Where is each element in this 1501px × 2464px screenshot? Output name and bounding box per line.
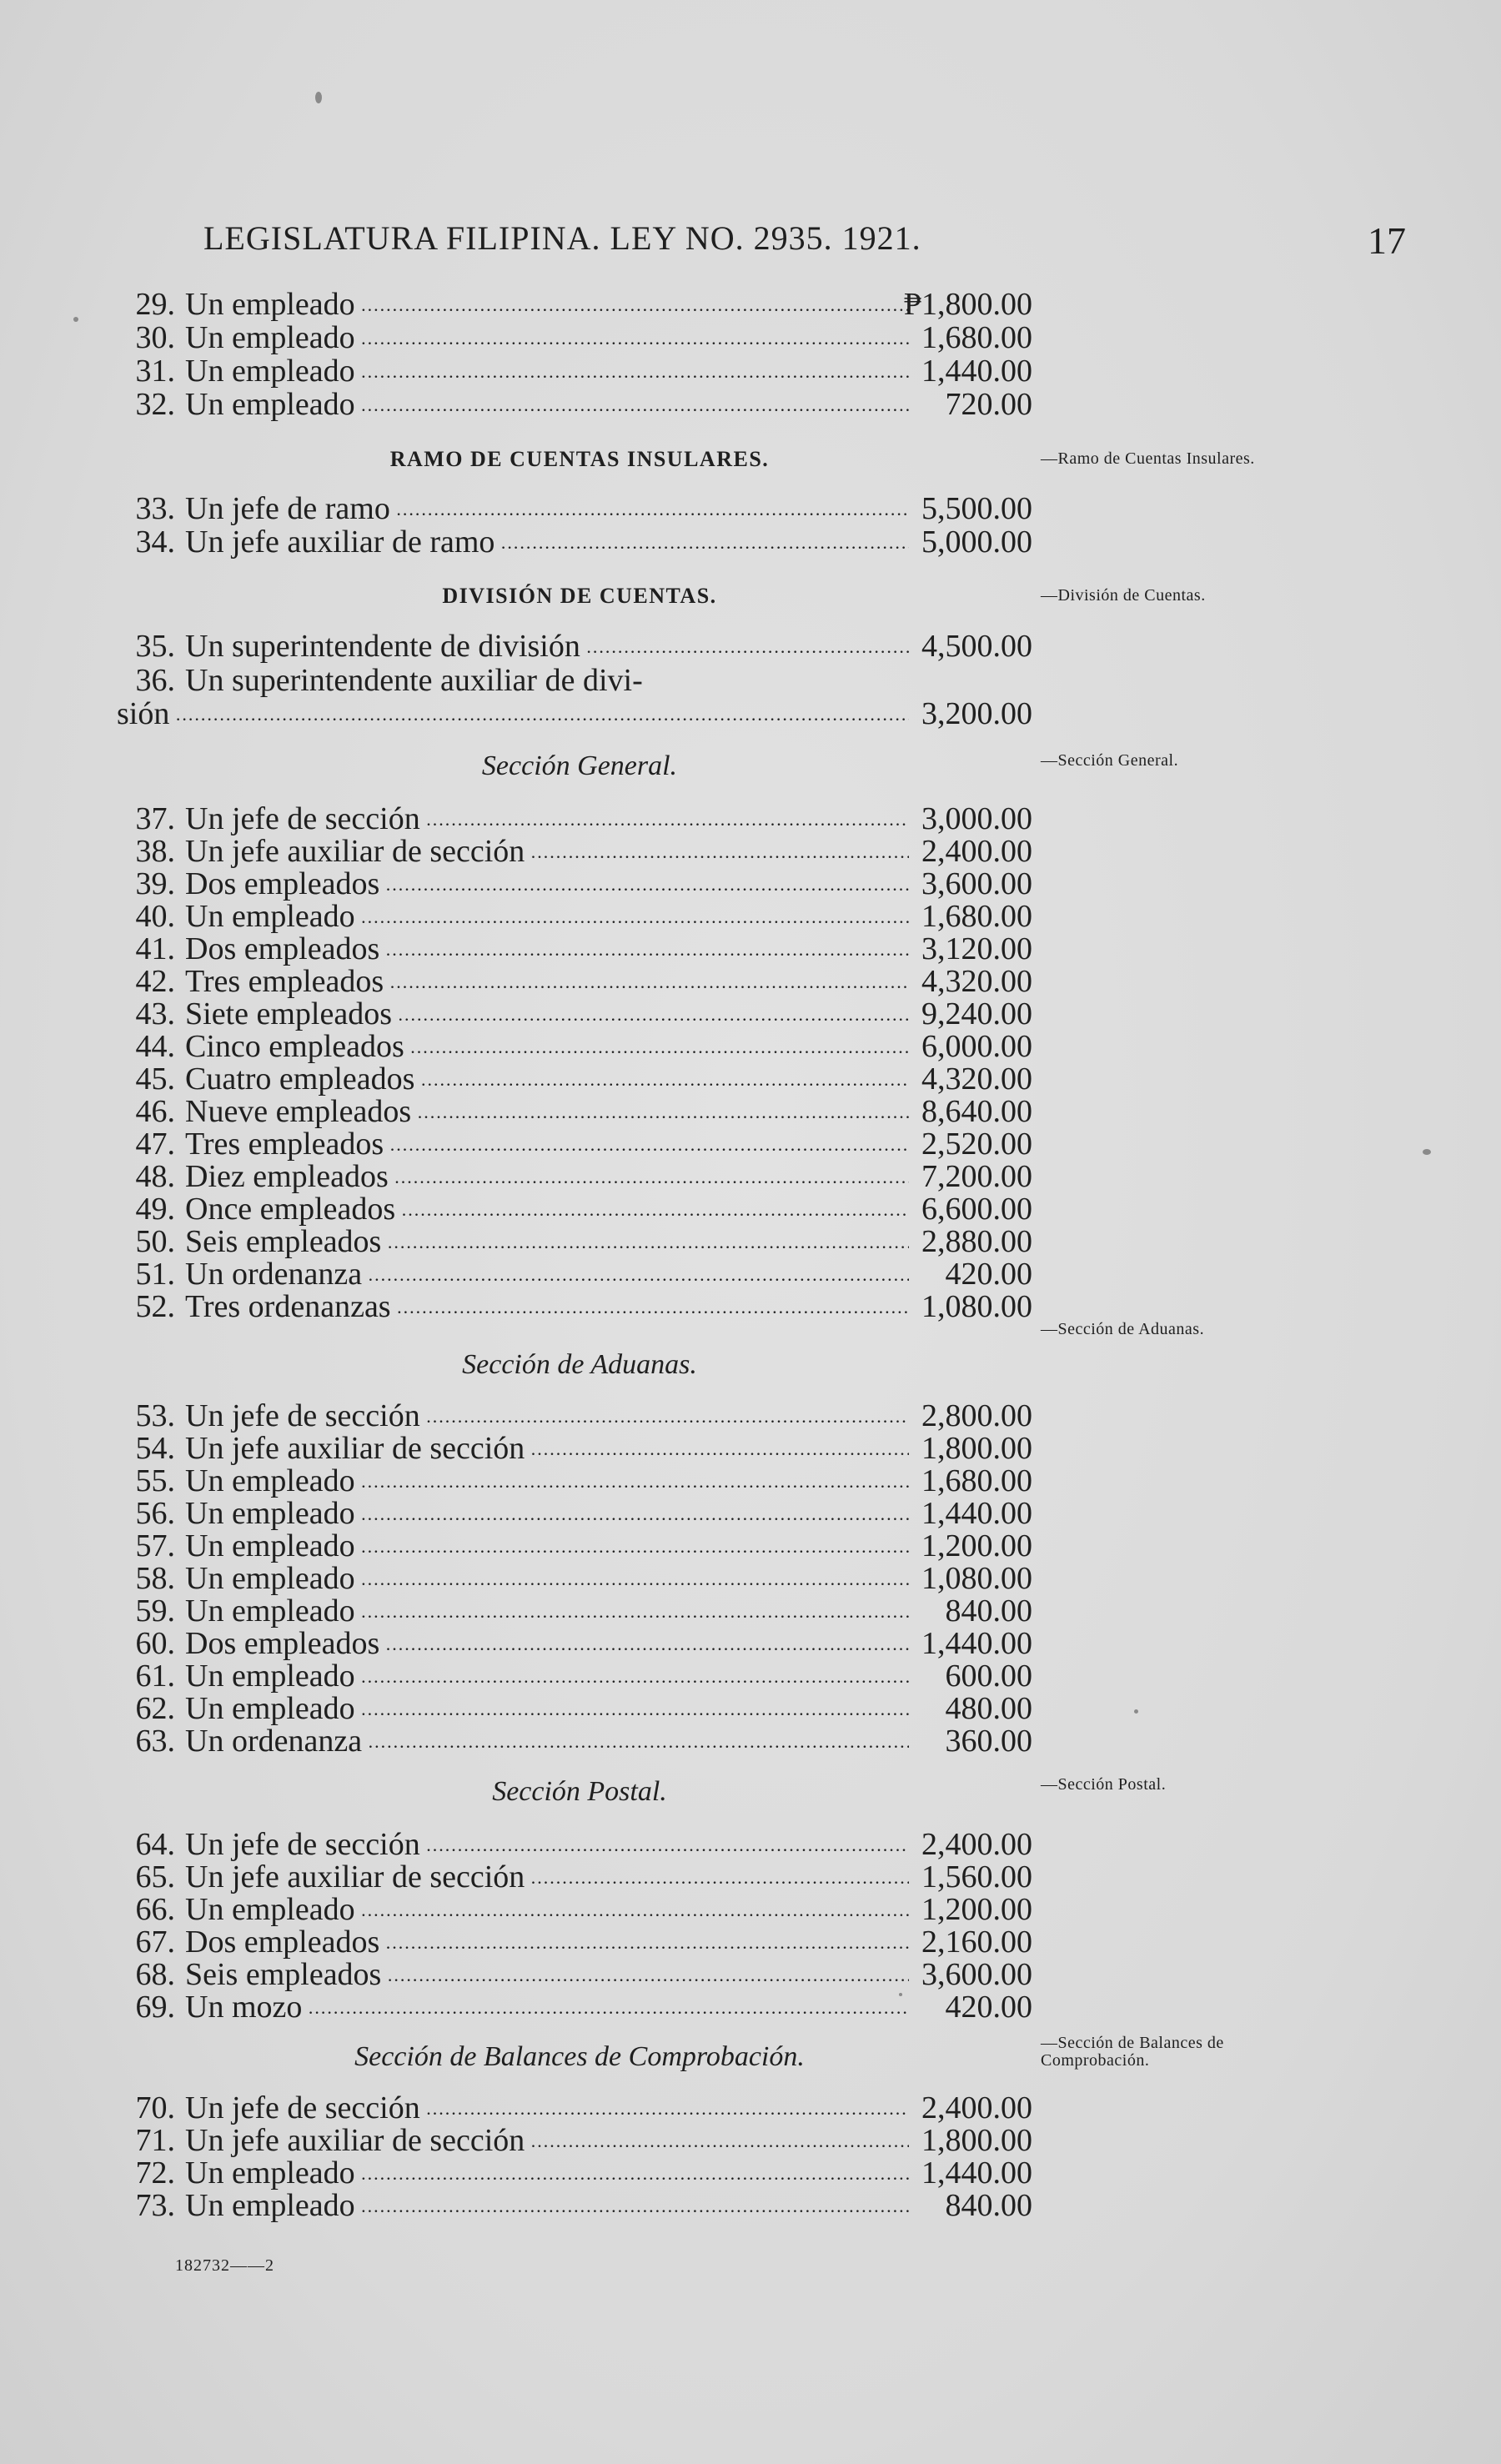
item-amount: 1,200.00	[921, 1892, 1032, 1927]
list-item	[117, 1562, 1042, 1595]
item-description: Cinco empleados .....	[185, 1030, 909, 1064]
list-item	[117, 388, 1042, 421]
section-heading: Sección de Balances de Comprobación.	[354, 2041, 805, 2072]
item-description: Dos empleados .....	[185, 1627, 909, 1661]
item-amount: 420.00	[945, 1257, 1032, 1292]
item-amount: ₱1,800.00	[903, 287, 1032, 322]
item-description: Diez empleados .....	[185, 1160, 909, 1194]
item-number: 65.	[135, 1859, 175, 1894]
item-description: Un jefe auxiliar de sección .....	[185, 1860, 909, 1894]
item-amount: 1,440.00	[921, 1496, 1032, 1531]
item-number: 33.	[135, 491, 175, 526]
item-number: 47.	[135, 1127, 175, 1162]
item-description: Un empleado .....	[185, 2156, 909, 2191]
item-number: 60.	[135, 1626, 175, 1661]
scan-speck	[315, 92, 322, 103]
item-description: Un empleado .....	[185, 900, 909, 934]
margin-note: —Sección de Balances de Comprobación.	[1041, 2034, 1224, 2070]
list-item	[117, 1257, 1042, 1291]
margin-note: —Sección General.	[1041, 751, 1179, 770]
item-amount: 1,080.00	[921, 1561, 1032, 1596]
item-description: Cuatro empleados .....	[185, 1062, 909, 1097]
list-item	[117, 1062, 1042, 1096]
item-amount: 7,200.00	[921, 1159, 1032, 1194]
item-description: sión .....	[117, 697, 909, 731]
list-item	[117, 697, 1042, 730]
item-number: 61.	[135, 1659, 175, 1694]
item-amount: 840.00	[945, 1593, 1032, 1628]
list-item	[117, 1724, 1042, 1758]
list-item	[117, 900, 1042, 933]
item-number: 37.	[135, 801, 175, 836]
item-number: 69.	[135, 1990, 175, 2025]
item-number: 68.	[135, 1957, 175, 1992]
item-description: Un empleado .....	[185, 1464, 909, 1498]
margin-note: —División de Cuentas.	[1041, 586, 1206, 605]
list-item	[117, 1925, 1042, 1959]
item-amount: 420.00	[945, 1990, 1032, 2025]
item-description: Un empleado .....	[185, 1497, 909, 1531]
section-heading: Sección Postal.	[492, 1776, 667, 1807]
scan-speck	[73, 317, 78, 322]
item-number: 67.	[135, 1925, 175, 1960]
list-item	[117, 525, 1042, 559]
item-description: Un jefe auxiliar de ramo .....	[185, 525, 909, 560]
section-heading: Sección General.	[481, 750, 678, 781]
item-description: Un jefe de sección .....	[185, 2091, 909, 2125]
item-number: 51.	[135, 1257, 175, 1292]
scan-speck	[899, 1993, 902, 1996]
item-amount: 480.00	[945, 1691, 1032, 1726]
list-item	[117, 1529, 1042, 1563]
item-description: Un empleado .....	[185, 1562, 909, 1596]
item-number: 36.	[135, 663, 175, 698]
item-number: 43.	[135, 996, 175, 1031]
list-item	[117, 1225, 1042, 1258]
item-number: 53.	[135, 1398, 175, 1433]
item-amount: 3,600.00	[921, 866, 1032, 901]
item-number: 62.	[135, 1691, 175, 1726]
item-number: 66.	[135, 1892, 175, 1927]
item-description: Seis empleados .....	[185, 1958, 909, 1992]
list-item	[117, 2156, 1042, 2190]
item-amount: 1,560.00	[921, 1859, 1032, 1894]
list-item	[117, 1127, 1042, 1161]
item-number: 64.	[135, 1827, 175, 1862]
list-item	[117, 288, 1042, 321]
item-number: 35.	[135, 629, 175, 664]
item-description: Un empleado .....	[185, 1692, 909, 1726]
list-item	[117, 664, 1042, 697]
item-amount: 360.00	[945, 1724, 1032, 1759]
item-description: Un jefe de sección .....	[185, 1828, 909, 1862]
item-description: Un mozo .....	[185, 1990, 909, 2025]
item-number: 42.	[135, 964, 175, 999]
item-description: Dos empleados .....	[185, 867, 909, 901]
item-description: Un jefe de ramo .....	[185, 492, 909, 526]
item-description: Un empleado .....	[185, 1659, 909, 1694]
item-number: 54.	[135, 1431, 175, 1466]
item-description: Un empleado .....	[185, 2189, 909, 2223]
item-description: Un empleado .....	[185, 1893, 909, 1927]
item-number: 31.	[135, 354, 175, 389]
item-description: Un empleado .....	[185, 1529, 909, 1563]
list-item	[117, 1627, 1042, 1660]
item-number: 39.	[135, 866, 175, 901]
item-description: Un jefe auxiliar de sección .....	[185, 2124, 909, 2158]
item-description: Seis empleados .....	[185, 1225, 909, 1259]
item-number: 45.	[135, 1061, 175, 1097]
list-item	[117, 1659, 1042, 1693]
item-amount: 2,160.00	[921, 1925, 1032, 1960]
list-item	[117, 1030, 1042, 1063]
list-item	[117, 1958, 1042, 1991]
list-item	[117, 321, 1042, 354]
item-number: 70.	[135, 2090, 175, 2125]
list-item	[117, 835, 1042, 868]
item-description: Un empleado .....	[185, 321, 909, 355]
list-item	[117, 1095, 1042, 1128]
item-number: 55.	[135, 1463, 175, 1498]
item-amount: 2,400.00	[921, 1827, 1032, 1862]
item-description: Un jefe de sección .....	[185, 802, 909, 836]
item-amount: 840.00	[945, 2188, 1032, 2223]
item-number: 30.	[135, 320, 175, 355]
item-amount: 1,440.00	[921, 354, 1032, 389]
section-heading: Sección de Aduanas.	[462, 1349, 697, 1380]
item-description: Un jefe auxiliar de sección .....	[185, 835, 909, 869]
item-number: 44.	[135, 1029, 175, 1064]
item-number: 58.	[135, 1561, 175, 1596]
item-amount: 5,500.00	[921, 491, 1032, 526]
item-amount: 4,500.00	[921, 629, 1032, 664]
item-number: 40.	[135, 899, 175, 934]
item-number: 49.	[135, 1192, 175, 1227]
item-description: Tres empleados .....	[185, 965, 909, 999]
item-number: 29.	[135, 287, 175, 322]
item-amount: 4,320.00	[921, 964, 1032, 999]
item-description: Tres ordenanzas .....	[185, 1290, 909, 1324]
item-amount: 1,800.00	[921, 2123, 1032, 2158]
list-item	[117, 1692, 1042, 1725]
item-description: Dos empleados .....	[185, 1925, 909, 1960]
item-amount: 3,000.00	[921, 801, 1032, 836]
item-number: 57.	[135, 1528, 175, 1563]
list-item	[117, 2124, 1042, 2157]
list-item	[117, 2091, 1042, 2125]
item-amount: 1,080.00	[921, 1289, 1032, 1324]
item-amount: 1,440.00	[921, 1626, 1032, 1661]
item-number: 48.	[135, 1159, 175, 1194]
item-description: Un superintendente de división .....	[185, 630, 909, 664]
list-item	[117, 965, 1042, 998]
item-description: Un superintendente auxiliar de divi-	[185, 664, 643, 698]
list-item	[117, 1160, 1042, 1193]
item-description: Un jefe de sección .....	[185, 1399, 909, 1433]
list-item	[117, 2189, 1042, 2222]
item-description: Un empleado .....	[185, 388, 909, 422]
list-item	[117, 1497, 1042, 1530]
printer-signature: 182732——2	[175, 2256, 274, 2275]
item-description: Un ordenanza .....	[185, 1257, 909, 1292]
list-item	[117, 492, 1042, 525]
margin-note: —Sección Postal.	[1041, 1775, 1167, 1794]
list-item	[117, 630, 1042, 663]
item-amount: 720.00	[945, 387, 1032, 422]
item-amount: 1,680.00	[921, 899, 1032, 934]
item-description: Un empleado .....	[185, 288, 909, 322]
item-amount: 8,640.00	[921, 1094, 1032, 1129]
item-number: 63.	[135, 1724, 175, 1759]
item-amount: 6,600.00	[921, 1192, 1032, 1227]
item-number: 50.	[135, 1224, 175, 1259]
item-amount: 2,400.00	[921, 2090, 1032, 2125]
item-description: Nueve empleados .....	[185, 1095, 909, 1129]
item-amount: 2,400.00	[921, 834, 1032, 869]
list-item	[117, 1990, 1042, 2024]
item-number: 56.	[135, 1496, 175, 1531]
list-item	[117, 1290, 1042, 1323]
item-description: Un empleado .....	[185, 1594, 909, 1628]
item-amount: 2,880.00	[921, 1224, 1032, 1259]
list-item	[117, 867, 1042, 901]
item-amount: 3,200.00	[921, 696, 1032, 731]
item-amount: 9,240.00	[921, 996, 1032, 1031]
list-item	[117, 1192, 1042, 1226]
item-number: 32.	[135, 387, 175, 422]
list-item	[117, 1860, 1042, 1894]
item-description: Siete empleados .....	[185, 997, 909, 1031]
item-description: Once empleados .....	[185, 1192, 909, 1227]
item-amount: 6,000.00	[921, 1029, 1032, 1064]
list-item	[117, 1464, 1042, 1498]
item-number: 52.	[135, 1289, 175, 1324]
item-amount: 1,680.00	[921, 1463, 1032, 1498]
list-item	[117, 932, 1042, 966]
list-item	[117, 354, 1042, 388]
item-number: 41.	[135, 931, 175, 966]
item-amount: 1,680.00	[921, 320, 1032, 355]
item-description: Un ordenanza .....	[185, 1724, 909, 1759]
item-description: Dos empleados .....	[185, 932, 909, 966]
item-number: 59.	[135, 1593, 175, 1628]
item-amount: 1,800.00	[921, 1431, 1032, 1466]
list-item	[117, 1594, 1042, 1628]
list-item	[117, 997, 1042, 1031]
item-amount: 3,120.00	[921, 931, 1032, 966]
item-number: 34.	[135, 524, 175, 560]
scan-speck	[1423, 1149, 1431, 1155]
item-number: 71.	[135, 2123, 175, 2158]
item-amount: 600.00	[945, 1659, 1032, 1694]
margin-note: —Ramo de Cuentas Insulares.	[1041, 449, 1255, 468]
item-number: 72.	[135, 2155, 175, 2191]
item-amount: 5,000.00	[921, 524, 1032, 560]
section-heading: RAMO DE CUENTAS INSULARES.	[389, 447, 770, 471]
scan-speck	[1134, 1709, 1138, 1714]
item-amount: 1,440.00	[921, 2155, 1032, 2191]
item-description: Tres empleados .....	[185, 1127, 909, 1162]
item-number: 46.	[135, 1094, 175, 1129]
item-amount: 1,200.00	[921, 1528, 1032, 1563]
list-item	[117, 1893, 1042, 1926]
margin-note: —Sección de Aduanas.	[1041, 1320, 1205, 1338]
list-item	[117, 1399, 1042, 1433]
item-amount: 3,600.00	[921, 1957, 1032, 1992]
item-description: Un jefe auxiliar de sección .....	[185, 1432, 909, 1466]
list-item	[117, 802, 1042, 836]
section-heading: DIVISIÓN DE CUENTAS.	[442, 584, 717, 608]
list-item	[117, 1432, 1042, 1465]
item-amount: 4,320.00	[921, 1061, 1032, 1097]
item-amount: 2,800.00	[921, 1398, 1032, 1433]
page-number: 17	[1368, 219, 1406, 262]
running-head: LEGISLATURA FILIPINA. LEY NO. 2935. 1921.	[203, 219, 921, 257]
item-description: Un empleado .....	[185, 354, 909, 389]
item-number: 38.	[135, 834, 175, 869]
list-item	[117, 1828, 1042, 1861]
item-amount: 2,520.00	[921, 1127, 1032, 1162]
item-number: 73.	[135, 2188, 175, 2223]
